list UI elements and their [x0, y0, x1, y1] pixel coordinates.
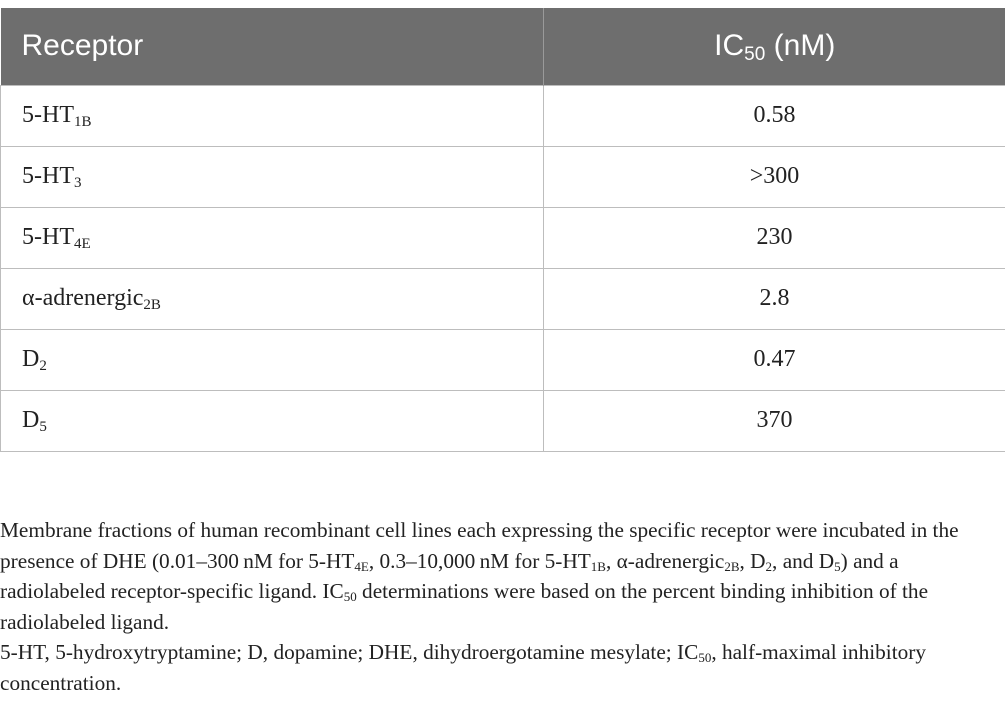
receptor-ic50-table — [0, 8, 1005, 452]
table-row — [1, 207, 1005, 268]
header-ic50-label: IC — [714, 29, 745, 63]
receptor-subtype: 2B — [143, 297, 161, 313]
receptor-name: D — [22, 407, 40, 433]
note-text: determinations were based on the percent binding inhibition of the radiolabeled ligand. — [0, 579, 929, 634]
receptor-cell — [1, 207, 544, 268]
note-text: , half-maximal inhibitory concentration. — [0, 640, 927, 695]
note-text: , α-adrenergic — [605, 548, 725, 573]
receptor-subtype: 4E — [73, 236, 91, 252]
header-receptor: Receptor — [1, 8, 544, 85]
receptor-cell — [1, 390, 544, 451]
note-subscript: 2B — [724, 558, 740, 574]
note-text: 5-HT, 5-hydroxytryptamine; D, dopamine; DHE, dihydroergotamine mesylate; IC — [0, 640, 699, 664]
receptor-name: 5-HT — [22, 163, 74, 189]
receptor-cell — [1, 85, 544, 146]
receptor-name: 5-HT — [22, 102, 74, 128]
note-subscript: 50 — [698, 650, 712, 665]
table-row — [1, 268, 1005, 329]
note-text: , and D — [772, 548, 835, 573]
header-ic50 — [544, 8, 1005, 85]
ic50-value-cell: >300 — [544, 146, 1005, 207]
ic50-value-cell: 0.47 — [544, 329, 1005, 390]
note-text: ) and a radiolabeled receptor-specific ligand. IC — [0, 548, 899, 603]
table-row — [1, 390, 1005, 451]
methods-note — [0, 515, 1005, 637]
ic50-value-cell: 0.58 — [544, 85, 1005, 146]
header-ic50-unit: (nM) — [765, 29, 836, 63]
receptor-subtype: 2 — [39, 358, 47, 374]
receptor-name: 5-HT — [22, 224, 74, 250]
receptor-name: D — [22, 346, 40, 372]
note-subscript: 50 — [343, 589, 357, 604]
note-subscript: 4E — [354, 558, 369, 574]
table-header — [1, 8, 1005, 85]
table-body — [1, 85, 1005, 451]
abbreviations-note — [0, 637, 1005, 698]
receptor-ic50-table-container — [0, 8, 1005, 452]
note-subscript: 2 — [765, 558, 773, 574]
note-text: , 0.3–10,000 nM for 5-HT — [368, 548, 591, 573]
ic50-value-cell: 370 — [544, 390, 1005, 451]
ic50-value-cell: 2.8 — [544, 268, 1005, 329]
receptor-cell — [1, 268, 544, 329]
header-row — [1, 8, 1005, 85]
note-subscript: 5 — [834, 558, 841, 574]
receptor-cell — [1, 329, 544, 390]
receptor-cell — [1, 146, 544, 207]
table-row — [1, 146, 1005, 207]
receptor-subtype: 3 — [73, 175, 82, 191]
header-ic50-subscript: 50 — [744, 44, 766, 66]
ic50-value-cell: 230 — [544, 207, 1005, 268]
note-text: , D — [739, 548, 766, 573]
table-row — [1, 329, 1005, 390]
receptor-subtype: 5 — [39, 419, 47, 435]
table-footnotes — [0, 515, 1005, 698]
receptor-name: α-adrenergic — [22, 285, 144, 311]
table-row — [1, 85, 1005, 146]
receptor-subtype: 1B — [73, 114, 92, 130]
note-text: Membrane fractions of human recombinant cell lines each expressing the specific receptor were incubated in the presence of DHE (0.01–300 nM for 5-HT — [0, 518, 959, 573]
note-subscript: 1B — [590, 558, 606, 574]
